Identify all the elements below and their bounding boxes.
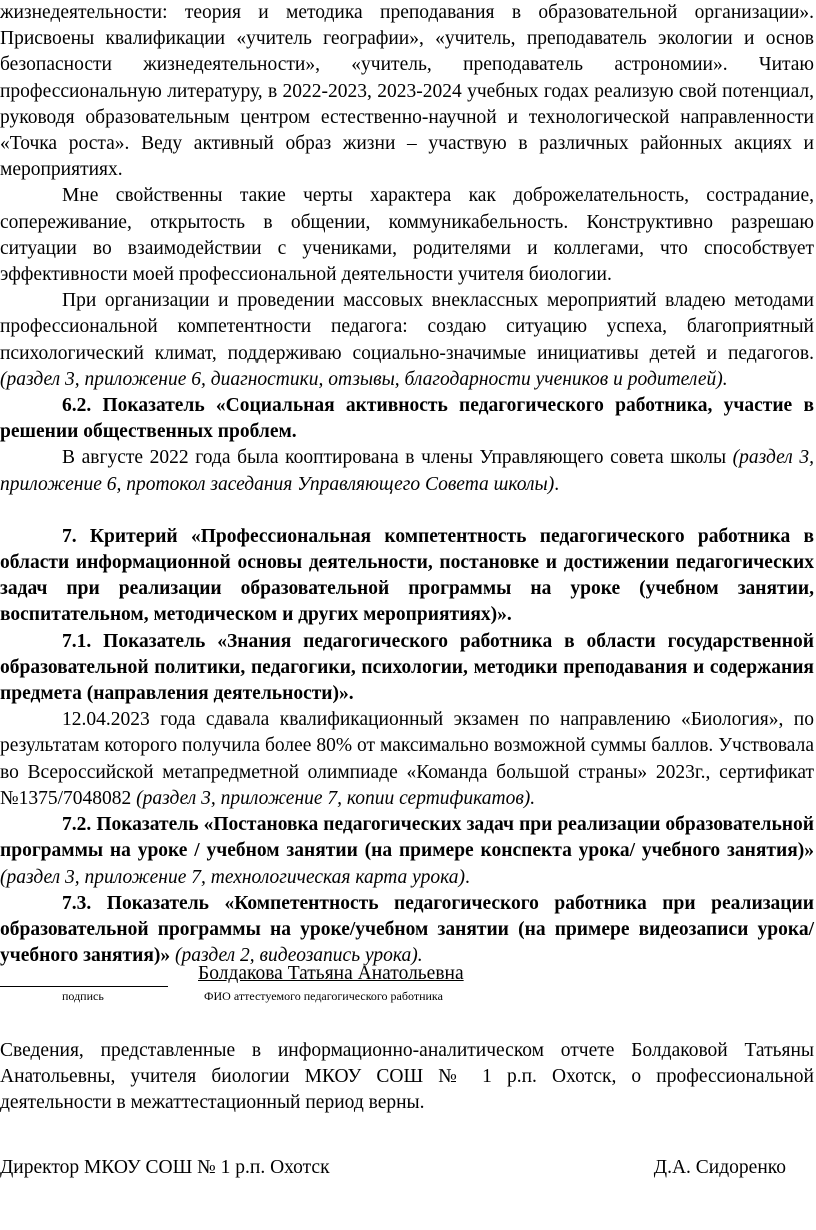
- signature-caption: подпись: [62, 989, 104, 1003]
- paragraph: [0, 891, 814, 970]
- paragraph: [0, 707, 814, 812]
- italic-reference: (раздел 2, видеозапись урока).: [175, 945, 423, 967]
- paragraph-spacer: [0, 498, 814, 524]
- signature-line: [0, 986, 168, 987]
- text-run: .: [554, 473, 560, 495]
- text-run: .: [464, 866, 470, 888]
- text-run: 12.04.2023 года сдавала квалификационный экзамен по направлению «Биология», по результатам которого получила более 80% от максимально возможной суммы баллов. Учствовала во Всероссийской метапредметной олимпиаде «Команда большой страны» 2023г., сертификат №1375/7048082: [0, 709, 814, 809]
- paragraph: [0, 0, 814, 183]
- italic-reference: (раздел 3, приложение 7, технологическая карта урока): [0, 866, 465, 888]
- text-run: Мне свойственны такие черты характера как доброжелательность, сострадание, сопереживание, открытость в общении, коммуникабельность. Конструктивно разрешаю ситуации во взаимодействии с учениками, родителями и коллегами, что способствует эффективности моей профессиональной деятельности учителя биологии.: [0, 185, 814, 286]
- italic-reference: (раздел 3, приложение 6, диагностики, отзывы, благодарности учеников и родителей).: [0, 368, 728, 390]
- director-title: Директор МКОУ СОШ № 1 р.п. Охотск: [0, 1157, 330, 1178]
- bold-text: 7.3. Показатель «Компетентность педагогического работника при реализации образовательной программы на уроке/учебном занятии (на примере видеозаписи урока/ учебного занятия)»: [0, 892, 814, 967]
- confirmation-text: Сведения, представленные в информационно-аналитическом отчете Болдаковой Татьяны Анатольевны, учителя биологии МКОУ СОШ № 1 р.п. Охотск, о профессиональной деятельности в межаттестационный период верны.: [0, 1040, 814, 1114]
- bold-text: 7. Критерий «Профессиональная компетентность педагогического работника в области информационной основы деятельности, постановке и достижении педагогических задач при реализации образовательной программы на уроке (учебном занятии, воспитательном, методическом и других мероприятиях)».: [0, 525, 814, 626]
- paragraph: [0, 183, 814, 288]
- paragraph: [0, 445, 814, 497]
- paragraph: [0, 629, 814, 708]
- bold-text: 7.2. Показатель «Постановка педагогических задач при реализации образовательной программы на уроке / учебном занятии (на примере конспекта урока/ учебного занятия)»: [0, 814, 814, 862]
- text-run: жизнедеятельности: теория и методика преподавания в образовательной организации». Присвоены квалификации «учитель географии», «учитель, преподаватель экологии и основ безопасности жизнедеятельности», «учитель, преподаватель астрономии». Читаю профессиональную литературу, в 2022-2023, 2023-2024 учебных годах реализую свой потенциал, руководя образовательным центром естественно-научной и технологической направленности «Точка роста». Веду активный образ жизни – участвую в различных районных акциях и мероприятиях.: [0, 2, 814, 181]
- fio-caption: ФИО аттестуемого педагогического работника: [204, 989, 443, 1003]
- director-name: Д.А. Сидоренко: [653, 1157, 786, 1178]
- bold-text: 7.1. Показатель «Знания педагогического работника в области государственной образовательной политики, педагогики, психологии, методики преподавания и содержания предмета (направления деятельности)».: [0, 630, 814, 705]
- paragraph: [0, 393, 814, 445]
- paragraph: [0, 524, 814, 629]
- text-run: В августе 2022 года была кооптирована в члены Управляющего совета школы: [62, 447, 733, 469]
- italic-reference: (раздел 3, приложение 7, копии сертификатов).: [136, 787, 536, 809]
- paragraph: [0, 812, 814, 891]
- italic-reference: (раздел 3, приложение 6, протокол заседания Управляющего Совета школы): [0, 447, 814, 495]
- bold-text: 6.2. Показатель «Социальная активность педагогического работника, участие в решении общественных проблем.: [0, 395, 814, 443]
- paragraph: [0, 288, 814, 393]
- confirmation-statement: [0, 1038, 814, 1117]
- text-run: При организации и проведении массовых внеклассных мероприятий владею методами профессиональной компетентности педагога: создаю ситуацию успеха, благоприятный психологический климат, поддерживаю социально-значимые инициативы детей и педагогов.: [0, 290, 814, 364]
- attested-teacher-name: Болдакова Татьяна Анатольевна: [198, 963, 464, 984]
